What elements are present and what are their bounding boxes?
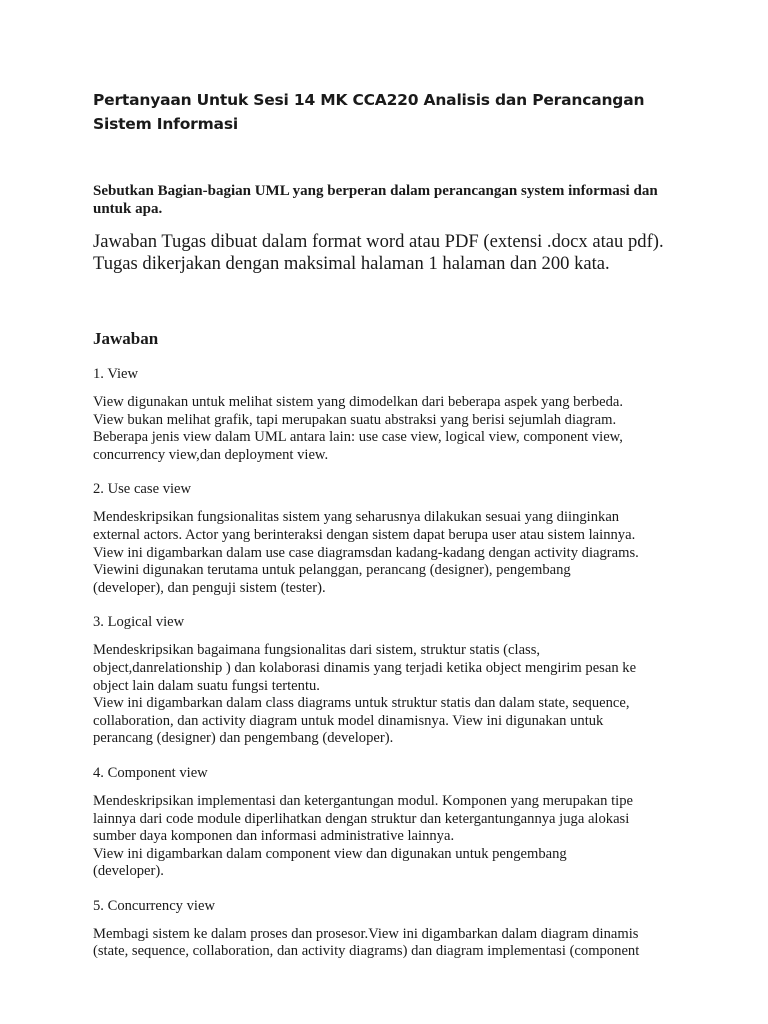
section-heading: 2. Use case view	[93, 481, 192, 498]
body-line: sumber daya komponen dan informasi administrative lainnya.	[93, 828, 455, 845]
section-logical-view	[93, 613, 693, 748]
body-line: View ini digambarkan dalam class diagrams untuk struktur statis dan dalam state, sequence,	[93, 695, 630, 712]
body-line: View ini digambarkan dalam use case diagramsdan kadang-kadang dengan activity diagrams.	[93, 544, 639, 561]
body-line: View bukan melihat grafik, tapi merupakan suatu abstraksi yang berisi sejumlah diagram.	[93, 411, 617, 428]
assignment-question: Sebutkan Bagian-bagian UML yang berperan dalam perancangan system informasi dan untuk apa.	[93, 183, 658, 217]
body-line: Mendeskripsikan bagaimana fungsionalitas dari sistem, struktur statis (class,	[93, 642, 541, 659]
section-use-case-view	[93, 480, 693, 597]
section-heading: 4. Component view	[93, 764, 208, 781]
body-line: concurrency view,dan deployment view.	[93, 446, 329, 463]
body-line: View ini digambarkan dalam component view dan digunakan untuk pengembang	[93, 845, 567, 862]
body-line: (state, sequence, collaboration, dan activity diagrams) dan diagram implementasi (component	[93, 943, 640, 960]
body-line: lainnya dari code module diperlihatkan dengan struktur dan ketergantungannya juga alokasi	[93, 810, 630, 827]
document-title: Pertanyaan Untuk Sesi 14 MK CCA220 Analisis dan Perancangan Sistem Informasi	[93, 91, 645, 133]
body-line: (developer).	[93, 863, 164, 880]
body-line: Mendeskripsikan implementasi dan ketergantungan modul. Komponen yang merupakan tipe	[93, 792, 633, 809]
answer-heading: Jawaban	[93, 329, 159, 348]
body-line: collaboration, dan activity diagram untuk model dinamisnya. View ini digunakan untuk	[93, 712, 604, 729]
assignment-instructions: Jawaban Tugas dibuat dalam format word atau PDF (extensi .docx atau pdf). Tugas dikerjakan dengan maksimal halaman 1 halaman dan 200 kata.	[93, 231, 664, 274]
section-concurrency-view	[93, 897, 693, 961]
body-line: object lain dalam suatu fungsi tertentu.	[93, 677, 320, 694]
section-body	[93, 394, 685, 464]
section-heading: 1. View	[93, 366, 139, 382]
section-body	[93, 926, 685, 961]
section-body	[93, 642, 685, 748]
section-component-view	[93, 764, 693, 881]
section-body	[93, 793, 685, 881]
body-line: Mendeskripsikan fungsionalitas sistem yang seharusnya dilakukan sesuai yang diinginkan	[93, 509, 620, 526]
section-heading: 5. Concurrency view	[93, 897, 215, 914]
body-line: Beberapa jenis view dalam UML antara lain: use case view, logical view, component view,	[93, 429, 623, 446]
section-view	[93, 365, 693, 464]
body-line: View digunakan untuk melihat sistem yang dimodelkan dari beberapa aspek yang berbeda.	[93, 394, 624, 410]
body-line: external actors. Actor yang berinteraksi dengan sistem dapat berupa user atau sistem lainnya.	[93, 526, 636, 543]
section-body	[93, 509, 685, 597]
body-line: perancang (designer) dan pengembang (developer).	[93, 730, 394, 747]
section-heading: 3. Logical view	[93, 614, 185, 631]
body-line: object,danrelationship ) dan kolaborasi dinamis yang terjadi ketika object mengirim pesan ke	[93, 659, 637, 676]
body-line: (developer), dan penguji sistem (tester).	[93, 579, 326, 596]
document-content	[93, 88, 693, 961]
body-line: Membagi sistem ke dalam proses dan prosesor.View ini digambarkan dalam diagram dinamis	[93, 925, 639, 942]
body-line: Viewini digunakan terutama untuk pelanggan, perancang (designer), pengembang	[93, 562, 571, 579]
